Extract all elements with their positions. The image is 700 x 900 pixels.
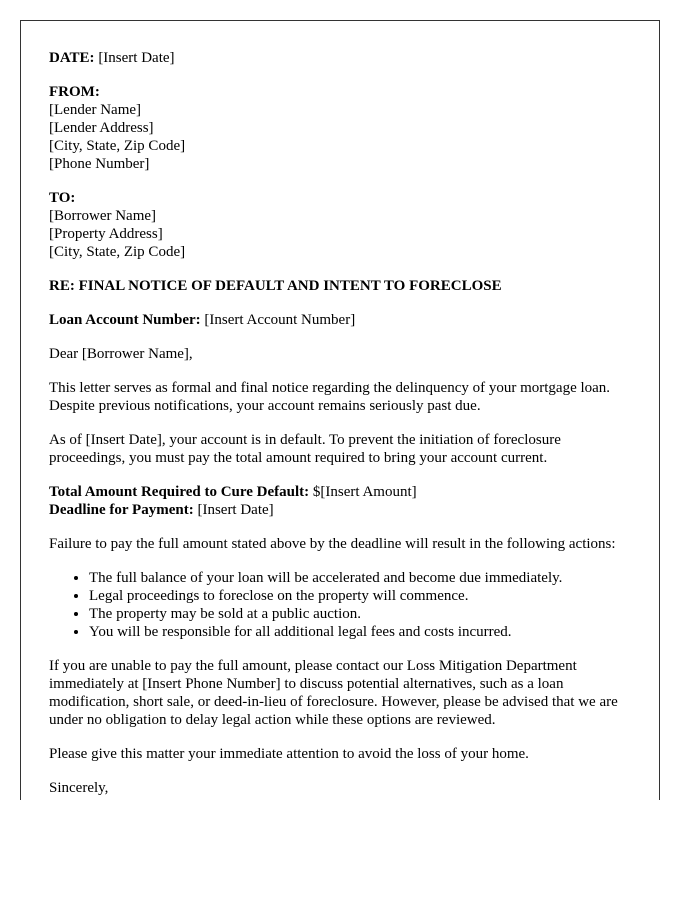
- list-item: • The full balance of your loan will be accelerated and become due immediately.: [89, 569, 639, 587]
- cure-amount-value: $[Insert Amount]: [309, 484, 417, 500]
- from-label: FROM:: [49, 84, 100, 100]
- deadline-value: [Insert Date]: [193, 502, 274, 518]
- from-block: [49, 83, 639, 173]
- lender-phone: [Phone Number]: [49, 156, 150, 172]
- list-item: • You will be responsible for all additional legal fees and costs incurred.: [89, 623, 639, 641]
- paragraph-notice: This letter serves as formal and final notice regarding the delinquency of your mortgage loan. Despite previous notifications, your account remains seriously past due.: [49, 380, 611, 414]
- letter-content: [49, 49, 639, 797]
- account-value: [Insert Account Number]: [200, 312, 356, 328]
- lender-address: [Lender Address]: [49, 120, 154, 136]
- paragraph-default: As of [Insert Date], your account is in default. To prevent the initiation of foreclosure proceedings, you must pay the total amount required to bring your account current.: [49, 432, 561, 466]
- subject-line: RE: FINAL NOTICE OF DEFAULT AND INTENT TO FORECLOSE: [49, 278, 502, 294]
- lender-city-state-zip: [City, State, Zip Code]: [49, 138, 186, 154]
- paragraph-attention: Please give this matter your immediate attention to avoid the loss of your home.: [49, 746, 529, 762]
- date-label: DATE:: [49, 50, 95, 66]
- cure-amount-label: Total Amount Required to Cure Default:: [49, 484, 310, 500]
- account-line: [49, 311, 639, 329]
- to-block: [49, 189, 639, 261]
- date-line: [49, 49, 639, 67]
- paragraph-failure: Failure to pay the full amount stated above by the deadline will result in the following actions:: [49, 536, 616, 552]
- account-label: Loan Account Number:: [49, 312, 201, 328]
- property-address: [Property Address]: [49, 226, 163, 242]
- lender-name: [Lender Name]: [49, 102, 142, 118]
- list-item: • The property may be sold at a public auction.: [89, 605, 639, 623]
- consequences-list: [49, 569, 639, 641]
- paragraph-loss-mitigation: If you are unable to pay the full amount, please contact our Loss Mitigation Department immediately at [Insert Phone Number] to discuss potential alternatives, such as a loan modification, short sale, or deed-in-lieu of foreclosure. However, please be advised that we are under no obligation to delay legal action while these options are reviewed.: [49, 658, 618, 728]
- payment-terms: [49, 483, 639, 519]
- deadline-line: [49, 501, 639, 519]
- salutation: Dear [Borrower Name],: [49, 346, 193, 362]
- list-item: • Legal proceedings to foreclose on the property will commence.: [89, 587, 639, 605]
- date-value: [Insert Date]: [94, 50, 175, 66]
- to-label: TO:: [49, 190, 76, 206]
- borrower-name: [Borrower Name]: [49, 208, 157, 224]
- cure-amount-line: [49, 483, 639, 501]
- deadline-label: Deadline for Payment:: [49, 502, 194, 518]
- letter-page: [20, 20, 660, 800]
- borrower-city-state-zip: [City, State, Zip Code]: [49, 244, 186, 260]
- closing: Sincerely,: [49, 780, 109, 796]
